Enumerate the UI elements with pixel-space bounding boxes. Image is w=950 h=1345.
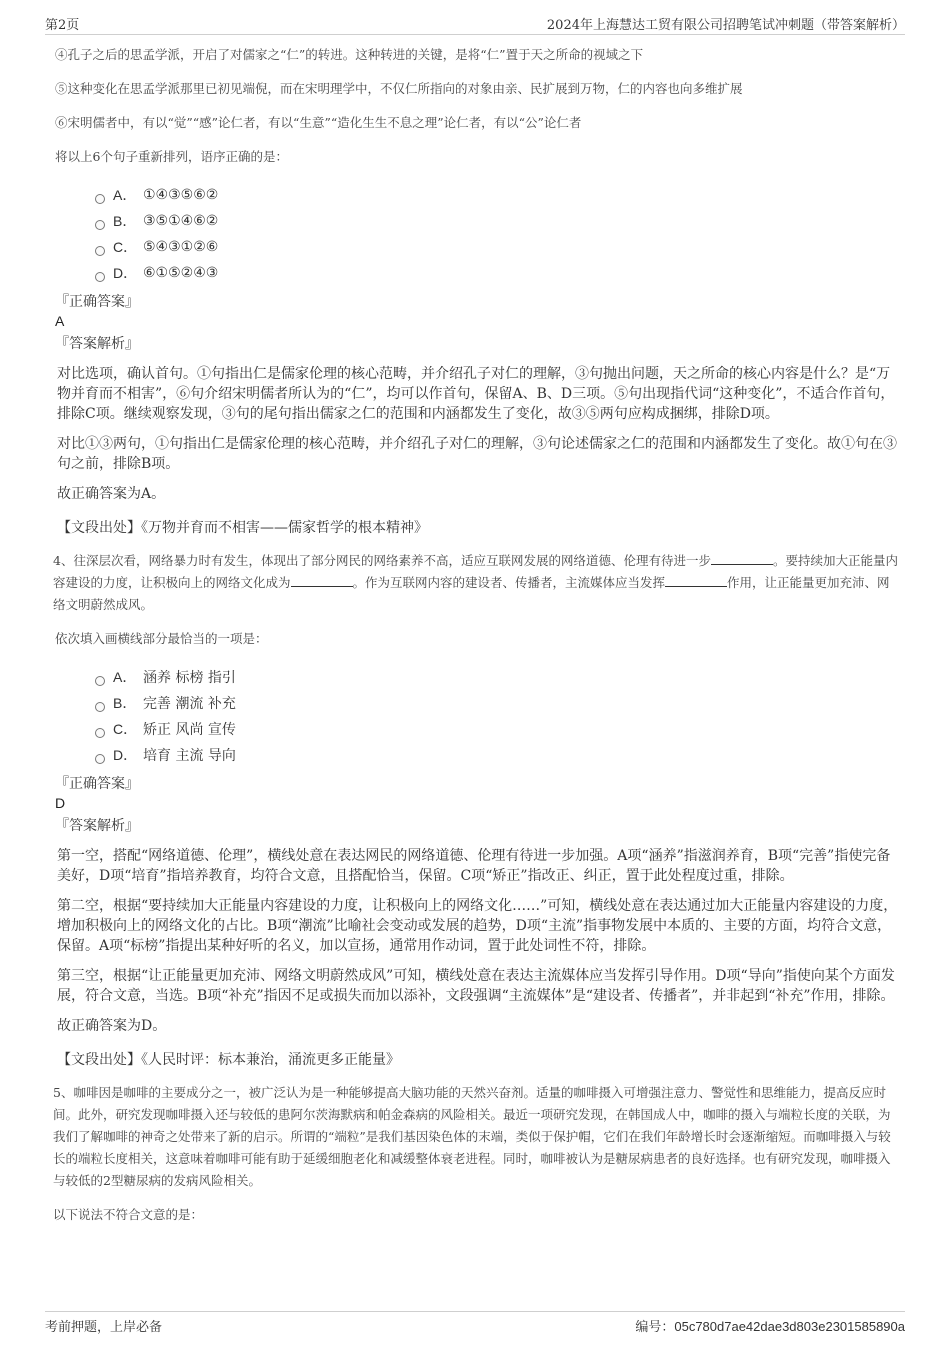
q3-analysis-paragraph: 对比选项，确认首句。①句指出仁是儒家伦理的核心范畴，并介绍孔子对仁的理解，③句抛出问题，天之所命的核心内容是什么？是“万物并育而不相害”，⑥句介绍宋明儒者所认为的“仁”，均可以作首句，保留A、B、D三项。⑤句出现指代词“这种变化”，不适合作首句，排除C项。继续观察发现，③句的尾句指出儒家之仁的范围和内涵都发生了变化，故③⑤两句应构成捆绑，排除D项。 <box>57 366 895 422</box>
q3-analysis-label: 『答案解析』 <box>55 336 139 352</box>
document-title: 2024年上海慧达工贸有限公司招聘笔试冲刺题（带答案解析） <box>546 18 905 33</box>
q4-prompt: 依次填入画横线部分最恰当的一项是： <box>55 631 268 646</box>
q4-analysis <box>55 846 898 1036</box>
q3-sentence-5: ⑤这种变化在思孟学派那里已初见端倪，而在宋明理学中，不仅仁所指向的对象由亲、民扩展到万物，仁的内容也向多维扩展 <box>55 81 743 96</box>
q4-option-a[interactable]: A． 涵养 标榜 指引 <box>95 664 898 690</box>
q3-prompt: 将以上6个句子重新排列，语序正确的是： <box>55 149 288 164</box>
q3-analysis <box>55 364 898 504</box>
q5-stem: 5、咖啡因是咖啡的主要成分之一，被广泛认为是一种能够提高大脑功能的天然兴奋剂。适量的咖啡摄入可增强注意力、警觉性和思维能力，提高反应时间。此外，研究发现咖啡摄入还与较低的患阿尔茨海默病和帕金森病的风险相关。最近一项研究发现，在韩国成人中，咖啡的摄入与端粒长度的关联，为我们了解咖啡的神奇之处带来了新的启示。所谓的“端粒”是我们基因染色体的末端，类似于保护帽，它们在我们年龄增长时会逐渐缩短。而咖啡摄入与较长的端粒长度相关，这意味着咖啡可能有助于延缓细胞老化和减缓整体衰老进程。同时，咖啡被认为是糖尿病患者的良好选择。也有研究发现，咖啡摄入与较低的2型糖尿病的发病风险相关。 <box>53 1085 891 1188</box>
radio-icon[interactable] <box>95 728 105 738</box>
document-id: 编号：05c780d7ae42dae3d803e2301585890a <box>635 1319 905 1335</box>
radio-icon[interactable] <box>95 246 105 256</box>
q4-source: 【文段出处】《人民时评：标本兼治，涌流更多正能量》 <box>57 1052 400 1068</box>
q4-option-d[interactable]: D． 培育 主流 导向 <box>95 742 898 768</box>
q4-analysis-paragraph: 故正确答案为D。 <box>57 1018 167 1034</box>
q4-stem: 4、往深层次看，网络暴力时有发生，体现出了部分网民的网络素养不高，适应互联网发展的网络道德、伦理有待进一步 。要持续加大正能量内容建设的力度，让积极向上的网络文化成为 。作为互联网内容的建设者、传播者，主流媒体应当发挥 作用，让正能量更加充沛、网络文明蔚然成风。 <box>53 553 898 612</box>
q3-option-a[interactable]: A． ①④③⑤⑥② <box>95 182 898 208</box>
radio-icon[interactable] <box>95 220 105 230</box>
q3-sentence-6: ⑥宋明儒者中，有以“觉”“感”论仁者，有以“生意”“造化生生不息之理”论仁者，有以“公”论仁者 <box>55 115 582 130</box>
q4-option-c[interactable]: C． 矫正 风尚 宣传 <box>95 716 898 742</box>
q5-prompt: 以下说法不符合文意的是： <box>53 1207 204 1222</box>
q4-answer-label: 『正确答案』 <box>55 776 139 792</box>
radio-icon[interactable] <box>95 272 105 282</box>
radio-icon[interactable] <box>95 754 105 764</box>
q4-options <box>95 664 898 768</box>
q4-analysis-paragraph: 第二空，根据“要持续加大正能量内容建设的力度，让积极向上的网络文化……”可知，横线处意在表达通过加大正能量内容建设的力度，增加积极向上的网络文化的占比。B项“潮流”比喻社会变动或发展的趋势，D项“主流”指事物发展中本质的、主要的方面，均符合文意，保留。A项“标榜”指提出某种好听的名义，加以宣扬，通常用作动词，置于此处词性不符，排除。 <box>57 898 898 954</box>
q3-answer-label: 『正确答案』 <box>55 294 139 310</box>
q3-answer: A <box>55 313 65 329</box>
q3-option-b[interactable]: B． ③⑤①④⑥② <box>95 208 898 234</box>
q4-analysis-paragraph: 第一空，搭配“网络道德、伦理”，横线处意在表达网民的网络道德、伦理有待进一步加强。A项“涵养”指滋润养育，B项“完善”指使完备美好，D项“培育”指培养教育，均符合文意，且搭配恰当，保留。C项“矫正”指改正、纠正，置于此处程度过重，排除。 <box>57 848 891 884</box>
q3-source: 【文段出处】《万物并育而不相害——儒家哲学的根本精神》 <box>57 520 428 536</box>
radio-icon[interactable] <box>95 676 105 686</box>
q3-analysis-paragraph: 故正确答案为A。 <box>57 486 166 502</box>
page-footer <box>45 1311 905 1336</box>
page-header <box>45 12 905 35</box>
footer-slogan: 考前押题，上岸必备 <box>45 1320 163 1335</box>
q3-analysis-paragraph: 对比①③两句，①句指出仁是儒家伦理的核心范畴，并介绍孔子对仁的理解，③句论述儒家之仁的范围和内涵都发生了变化。故①句在③句之前，排除B项。 <box>57 436 897 472</box>
blank-line <box>711 552 773 565</box>
blank-line <box>665 574 727 587</box>
radio-icon[interactable] <box>95 194 105 204</box>
page-number: 第2页 <box>45 18 80 33</box>
document-body <box>55 44 898 1226</box>
q4-answer: D <box>55 795 66 811</box>
q4-analysis-label: 『答案解析』 <box>55 818 139 834</box>
q4-analysis-paragraph: 第三空，根据“让正能量更加充沛、网络文明蔚然成风”可知，横线处意在表达主流媒体应当发挥引导作用。D项“导向”指使向某个方面发展，符合文意，当选。B项“补充”指因不足或损失而加以添补，文段强调“主流媒体”是“建设者、传播者”，并非起到“补充”作用，排除。 <box>57 968 895 1004</box>
q3-sentence-4: ④孔子之后的思孟学派，开启了对儒家之“仁”的转进。这种转进的关键，是将“仁”置于天之所命的视域之下 <box>55 47 644 62</box>
q3-options <box>95 182 898 286</box>
radio-icon[interactable] <box>95 702 105 712</box>
q3-option-c[interactable]: C． ⑤④③①②⑥ <box>95 234 898 260</box>
q3-option-d[interactable]: D． ⑥①⑤②④③ <box>95 260 898 286</box>
q4-option-b[interactable]: B． 完善 潮流 补充 <box>95 690 898 716</box>
blank-line <box>291 574 353 587</box>
